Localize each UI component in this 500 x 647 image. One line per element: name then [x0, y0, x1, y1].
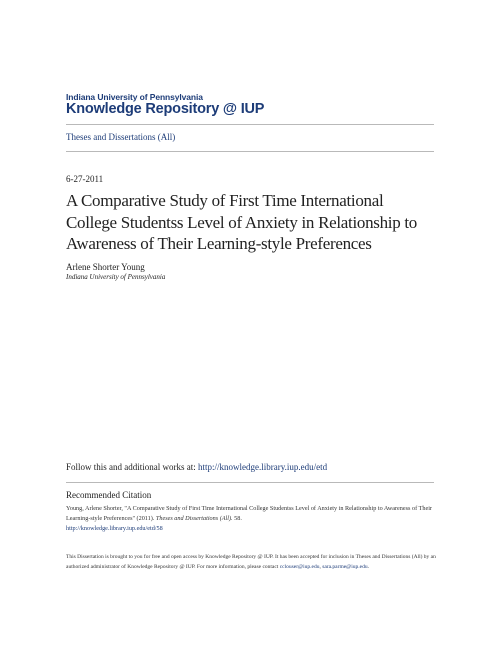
email-separator: , [319, 564, 323, 570]
contact-email-link-1[interactable]: cclouser@iup.edu [279, 564, 320, 570]
institution-name: Indiana University of Pennsylvania [66, 92, 203, 102]
recommended-citation-text [66, 504, 436, 534]
publication-date: 6-27-2011 [66, 174, 104, 184]
citation-body: Young, Arlene Shorter, "A Comparative Study of First Time International College Studentss Level of Anxiety in Relationship to Awareness of Their Learning-style Preferences" (2011). [66, 505, 432, 522]
contact-email-link-2[interactable]: sara.parme@iup.edu [322, 564, 368, 570]
collection-divider [66, 151, 434, 152]
citation-series: Theses and Dissertations (All). [155, 515, 233, 522]
citation-number: 58. [234, 515, 242, 522]
notice-text: This Dissertation is brought to you for free and open access by Knowledge Repository @ IUP. It has been accepted for inclusion in Theses and Dissertations (All) by an authorized administrator of Knowledge Repository @ IUP. For more information, please contact [66, 554, 436, 570]
author-affiliation: Indiana University of Pennsylvania [66, 273, 166, 281]
notice-end: . [367, 564, 369, 570]
repository-name-link[interactable]: Knowledge Repository @ IUP [66, 101, 265, 117]
follow-line [66, 462, 327, 472]
follow-text: Follow this and additional works at: [66, 462, 198, 472]
recommended-citation-heading: Recommended Citation [66, 490, 152, 500]
access-notice [66, 552, 436, 572]
author-name: Arlene Shorter Young [66, 262, 145, 272]
header-divider [66, 124, 434, 125]
citation-divider [66, 482, 434, 483]
document-title: A Comparative Study of First Time International College Studentss Level of Anxiety in Relationship to Awareness of Their Learning-style Preferences [66, 191, 417, 253]
follow-link[interactable]: http://knowledge.library.iup.edu/etd [198, 462, 328, 472]
citation-link[interactable]: http://knowledge.library.iup.edu/etd/58 [66, 525, 163, 532]
collection-link[interactable]: Theses and Dissertations (All) [66, 132, 176, 142]
